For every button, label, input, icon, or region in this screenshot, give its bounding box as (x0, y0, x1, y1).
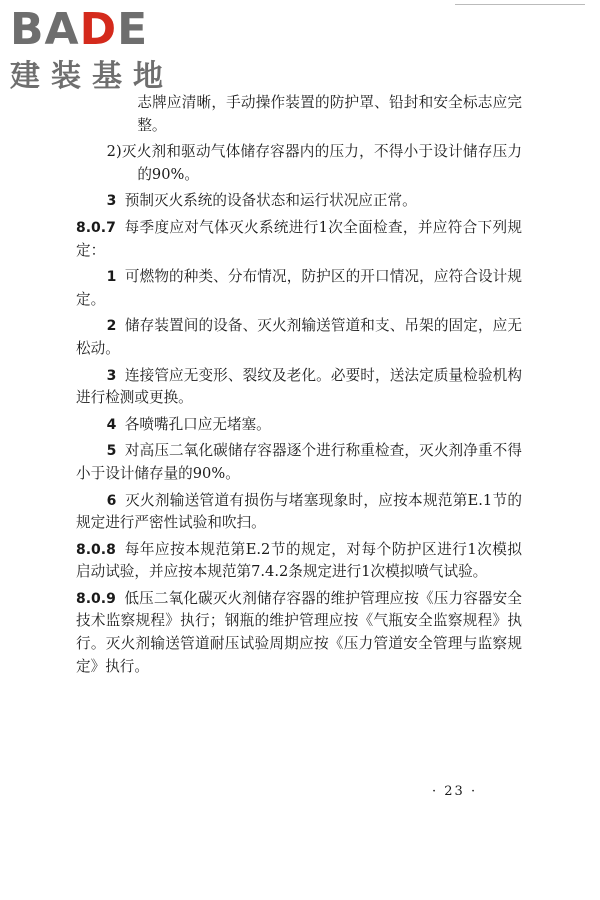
watermark-logo (6, 4, 176, 96)
paragraph-sub-item-2: 2)灭火剂和驱动气体储存容器内的压力，不得小于设计储存压力的90%。 (106, 143, 522, 183)
clause-8-0-7-item-6: 6 灭火剂输送管道有损伤与堵塞现象时，应按本规范第E.1节的规定进行严密性试验和吹扫。 (76, 491, 522, 532)
clause-8-0-8: 8.0.8 每年应按本规范第E.2节的规定，对每个防护区进行1次模拟启动试验，并应按本规范第7.4.2条规定进行1次模拟喷气试验。 (76, 540, 522, 581)
logo-wordmark: BADE (10, 4, 149, 55)
clause-8-0-7-item-4: 4 各喷嘴孔口应无堵塞。 (106, 415, 271, 433)
clause-8-0-7: 8.0.7 每季度应对气体灭火系统进行1次全面检查，并应符合下列规定： (76, 218, 522, 259)
clause-8-0-9: 8.0.9 低压二氧化碳灭火剂储存容器的维护管理应按《压力容器安全技术监察规程》执行；钢瓶的维护管理应按《气瓶安全监察规程》执行。灭火剂输送管道耐压试验周期应按《压力管道安全管理与监察规定》执行。 (76, 589, 522, 675)
clause-8-0-7-item-3: 3 连接管应无变形、裂纹及老化。必要时，送法定质量检验机构进行检测或更换。 (76, 366, 522, 407)
clause-8-0-7-item-2: 2 储存装置间的设备、灭火剂输送管道和支、吊架的固定，应无松动。 (76, 317, 522, 357)
page-number: · 23 · (432, 784, 478, 799)
paragraph-item-3: 3 预制灭火系统的设备状态和运行状况应正常。 (106, 192, 417, 210)
clause-8-0-7-item-1: 1 可燃物的种类、分布情况，防护区的开口情况，应符合设计规定。 (76, 268, 522, 308)
document-body (76, 92, 522, 682)
logo-subtitle: 建装基地 (10, 59, 174, 94)
top-rule (455, 4, 585, 5)
paragraph-continued: 志牌应清晰，手动操作装置的防护罩、铅封和安全标志应完整。 (137, 94, 522, 134)
clause-8-0-7-item-5: 5 对高压二氧化碳储存容器逐个进行称重检查，灭火剂净重不得小于设计储存量的90%。 (76, 442, 522, 482)
